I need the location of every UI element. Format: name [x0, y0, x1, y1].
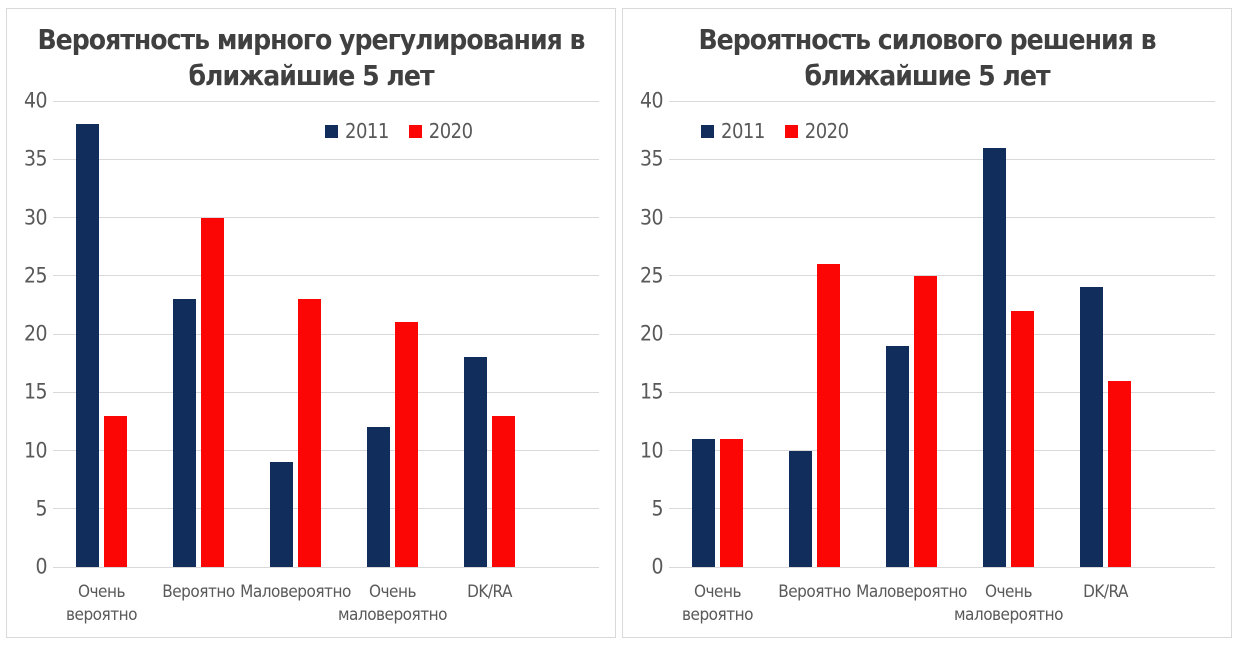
x-category-label [240, 581, 351, 604]
x-category-label-line: вероятно [682, 605, 753, 625]
gridline [669, 159, 1215, 160]
x-category-label [338, 581, 447, 627]
bar-2011-Вероятно [173, 299, 196, 567]
bar-2020-Вероятно [201, 218, 224, 568]
gridline [53, 508, 599, 509]
chart-title-line: ближайшие 5 лет [804, 59, 1050, 92]
bar-2020-Очень маловероятно [395, 322, 418, 567]
x-category-label-line: Очень [368, 582, 416, 602]
legend-swatch-2011 [701, 125, 714, 138]
gridline [53, 159, 599, 160]
chart-panel-force-solution [622, 8, 1232, 638]
gridline [53, 275, 599, 276]
y-axis-tick-label: 0 [35, 554, 47, 579]
bar-2011-Вероятно [789, 451, 812, 568]
legend-item-2020 [785, 121, 849, 141]
y-axis-tick-label: 5 [651, 496, 663, 521]
x-category-label-line: DK/RA [467, 582, 512, 602]
chart-panel-peaceful-settlement [6, 8, 616, 638]
x-category-label [856, 581, 967, 604]
x-category-label [66, 581, 137, 627]
gridline [669, 450, 1215, 451]
bar-2011-DK/RA [1080, 287, 1103, 567]
bar-2011-Маловероятно [886, 346, 909, 567]
gridline [669, 392, 1215, 393]
x-category-label [954, 581, 1063, 627]
gridline [53, 567, 599, 568]
bar-2020-DK/RA [1108, 381, 1131, 567]
x-category-label-line: Очень [693, 582, 741, 602]
gridline [53, 217, 599, 218]
x-category-label-line: маловероятно [954, 605, 1063, 625]
y-axis-tick-label: 40 [639, 88, 663, 113]
legend-label: 2011 [345, 119, 389, 143]
y-axis-tick-label: 25 [23, 263, 47, 288]
x-category-label-line: маловероятно [338, 605, 447, 625]
x-category-label [467, 581, 512, 604]
legend-item-2020 [409, 121, 473, 141]
bar-2011-Очень вероятно [692, 439, 715, 567]
chart-title-line: Вероятность мирного урегулирования в [37, 23, 585, 56]
gridline [669, 334, 1215, 335]
y-axis-tick-label: 10 [639, 438, 663, 462]
y-axis-tick-label: 0 [651, 554, 663, 579]
gridline [669, 567, 1215, 568]
x-category-label [682, 581, 753, 627]
bar-2020-Очень вероятно [104, 416, 127, 567]
y-axis-tick-label: 30 [23, 205, 47, 229]
x-category-label-line: Маловероятно [856, 582, 967, 602]
bar-2011-Очень вероятно [76, 124, 99, 567]
y-axis-tick-label: 25 [639, 263, 663, 288]
y-axis-tick-label: 15 [23, 379, 47, 404]
x-category-label [1083, 581, 1128, 604]
x-category-label-line: Очень [984, 582, 1032, 602]
bar-2020-Очень маловероятно [1011, 311, 1034, 567]
gridline [669, 101, 1215, 102]
bar-2020-Вероятно [817, 264, 840, 567]
y-axis-tick-label: 10 [23, 438, 47, 462]
y-axis-tick-label: 35 [639, 146, 663, 171]
gridline [53, 392, 599, 393]
bar-2011-Очень маловероятно [367, 427, 390, 567]
gridline [669, 217, 1215, 218]
y-axis-tick-label: 20 [23, 321, 47, 346]
legend [701, 121, 849, 141]
y-axis-tick-label: 30 [639, 205, 663, 229]
legend-item-2011 [701, 121, 765, 141]
x-category-label-line: Маловероятно [240, 582, 351, 602]
y-axis-tick-label: 20 [639, 321, 663, 346]
chart-title-line: Вероятность силового решения в [698, 23, 1156, 56]
x-category-label [162, 581, 234, 604]
gridline [53, 334, 599, 335]
x-category-label-line: Вероятно [162, 582, 235, 602]
x-category-label-line: Очень [77, 582, 125, 602]
chart-title-line: ближайшие 5 лет [188, 59, 434, 92]
bar-2011-Очень маловероятно [983, 148, 1006, 567]
x-category-label-line: DK/RA [1083, 582, 1128, 602]
legend-item-2011 [325, 121, 389, 141]
legend-swatch-2011 [325, 125, 338, 138]
y-axis-tick-label: 5 [35, 496, 47, 521]
bar-2020-Маловероятно [298, 299, 321, 567]
y-axis-tick-label: 15 [639, 379, 663, 404]
gridline [669, 275, 1215, 276]
gridline [53, 101, 599, 102]
chart-title [633, 22, 1221, 94]
legend-label: 2011 [721, 119, 765, 143]
y-axis-tick-label: 40 [23, 88, 47, 113]
x-category-label [778, 581, 850, 604]
legend [325, 121, 473, 141]
bar-2020-DK/RA [492, 416, 515, 567]
gridline [669, 508, 1215, 509]
legend-swatch-2020 [785, 125, 798, 138]
gridline [53, 450, 599, 451]
legend-label: 2020 [428, 119, 473, 143]
bar-2020-Очень вероятно [720, 439, 743, 567]
legend-label: 2020 [804, 119, 849, 143]
x-category-label-line: вероятно [66, 605, 137, 625]
bar-2011-Маловероятно [270, 462, 293, 567]
chart-title [17, 22, 605, 94]
bar-2020-Маловероятно [914, 276, 937, 567]
legend-swatch-2020 [409, 125, 422, 138]
bar-2011-DK/RA [464, 357, 487, 567]
y-axis-tick-label: 35 [23, 146, 47, 171]
x-category-label-line: Вероятно [778, 582, 851, 602]
